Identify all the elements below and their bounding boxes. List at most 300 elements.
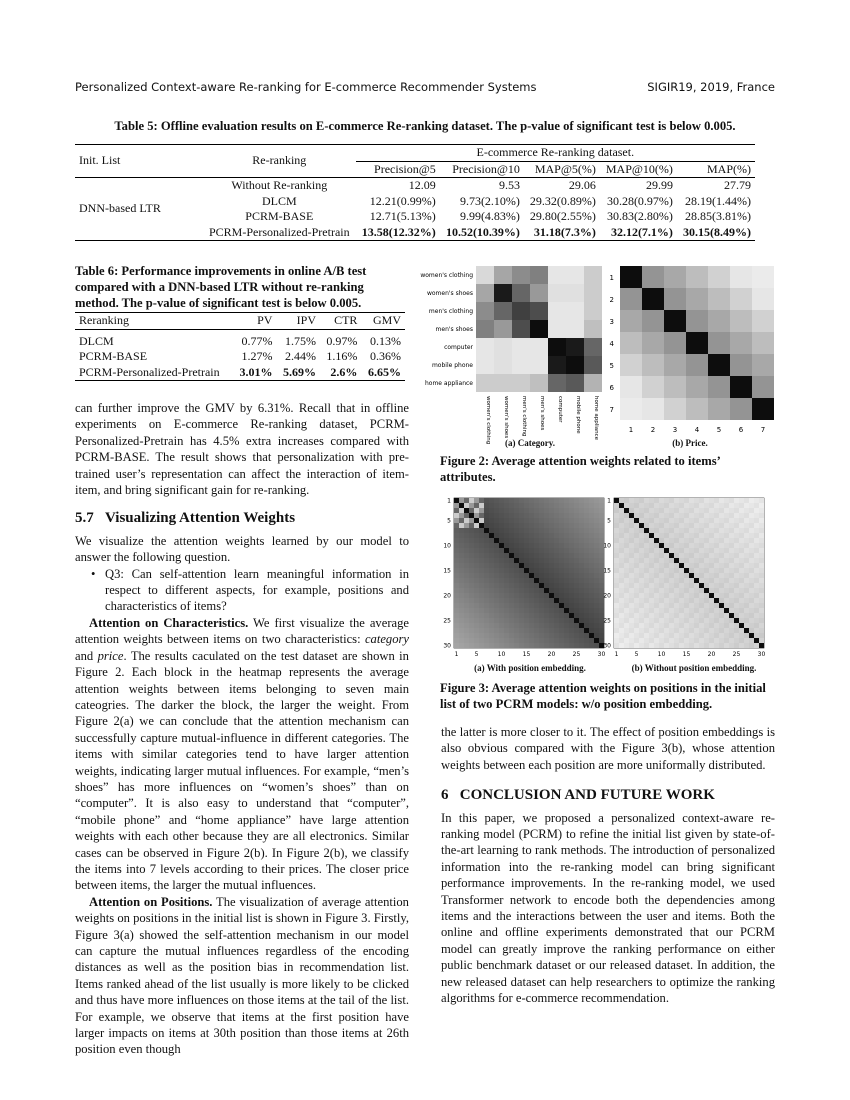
- t6-cell: 0.97%: [326, 333, 358, 348]
- heatmap-cell: [499, 608, 504, 613]
- heatmap-cell: [679, 628, 684, 633]
- heatmap-cell: [729, 513, 734, 518]
- heatmap-cell: [734, 548, 739, 553]
- heatmap-cell: [709, 638, 714, 643]
- heatmap-cell: [629, 618, 634, 623]
- heatmap-cell: [664, 354, 686, 376]
- t5-metric: MAP@10(%): [605, 161, 673, 176]
- heatmap-cell: [644, 578, 649, 583]
- heatmap-cell: [554, 583, 559, 588]
- heatmap-cell: [559, 628, 564, 633]
- heatmap-cell: [654, 533, 659, 538]
- heatmap-cell: [619, 593, 624, 598]
- heatmap-cell: [749, 528, 754, 533]
- heatmap-cell: [639, 543, 644, 548]
- heatmap-cell: [614, 638, 619, 643]
- heatmap-cell: [539, 513, 544, 518]
- heatmap-cell: [484, 623, 489, 628]
- heatmap-cell: [579, 543, 584, 548]
- heatmap-cell: [729, 598, 734, 603]
- heatmap-cell: [639, 618, 644, 623]
- heatmap-cell: [569, 538, 574, 543]
- heatmap-cell: [619, 588, 624, 593]
- heatmap-cell: [686, 266, 708, 288]
- heatmap-cell: [694, 598, 699, 603]
- heatmap-cell: [549, 558, 554, 563]
- left-para1: can further improve the GMV by 6.31%. Recall that in offline experiments on E-commerce Re-ranking dataset, PCRM-Personalized-Pretrain has 4.5% extra increases compared with PCRM-BASE. The result shows that personalization with pre-trained user’s representation can affect the interaction of item-item, and bring significant gain for re-ranking.: [75, 401, 409, 498]
- heatmap-cell: [534, 518, 539, 523]
- heatmap-cell: [464, 523, 469, 528]
- heatmap-cell: [509, 558, 514, 563]
- heatmap-cell: [584, 320, 602, 338]
- heatmap-cell: [689, 568, 694, 573]
- heatmap-cell: [544, 603, 549, 608]
- heatmap-cell: [589, 543, 594, 548]
- heatmap-cell: [569, 573, 574, 578]
- heatmap-cell: [694, 538, 699, 543]
- heatmap-cell: [654, 578, 659, 583]
- heatmap-cell: [724, 588, 729, 593]
- heatmap-cell: [594, 563, 599, 568]
- char-text-b: and: [75, 648, 98, 663]
- section-number: 5.7: [75, 510, 94, 527]
- t6-cell: 5.69%: [283, 364, 316, 379]
- heatmap-cell: [644, 568, 649, 573]
- heatmap-cell: [574, 558, 579, 563]
- heatmap-cell: [479, 518, 484, 523]
- heatmap-cell: [749, 563, 754, 568]
- category-col-label: home appliance: [593, 396, 599, 441]
- category-row-label: women's shoes: [426, 290, 473, 297]
- heatmap-cell: [644, 603, 649, 608]
- heatmap-cell: [454, 558, 459, 563]
- heatmap-cell: [744, 588, 749, 593]
- heatmap-cell: [594, 628, 599, 633]
- heatmap-cell: [704, 498, 709, 503]
- heatmap-cell: [724, 553, 729, 558]
- heatmap-cell: [749, 543, 754, 548]
- heatmap-cell: [479, 593, 484, 598]
- heatmap-cell: [464, 543, 469, 548]
- heatmap-cell: [544, 538, 549, 543]
- heatmap-cell: [724, 618, 729, 623]
- position-x-tick: 25: [572, 651, 581, 658]
- heatmap-cell: [579, 633, 584, 638]
- heatmap-cell: [469, 633, 474, 638]
- heatmap-cell: [459, 528, 464, 533]
- heatmap-cell: [619, 643, 624, 648]
- heatmap-cell: [519, 618, 524, 623]
- heatmap-cell: [564, 548, 569, 553]
- heatmap-cell: [534, 633, 539, 638]
- heatmap-cell: [754, 568, 759, 573]
- heatmap-cell: [639, 623, 644, 628]
- heatmap-cell: [594, 618, 599, 623]
- heatmap-cell: [524, 608, 529, 613]
- heatmap-cell: [754, 593, 759, 598]
- heatmap-cell: [709, 618, 714, 623]
- heatmap-cell: [739, 613, 744, 618]
- heatmap-cell: [699, 568, 704, 573]
- heatmap-cell: [714, 593, 719, 598]
- heatmap-cell: [584, 578, 589, 583]
- heatmap-cell: [729, 503, 734, 508]
- heatmap-cell: [469, 548, 474, 553]
- heatmap-cell: [659, 543, 664, 548]
- heatmap-cell: [749, 548, 754, 553]
- heatmap-cell: [509, 533, 514, 538]
- heatmap-cell: [474, 508, 479, 513]
- heatmap-cell: [504, 608, 509, 613]
- heatmap-cell: [739, 548, 744, 553]
- heatmap-cell: [704, 618, 709, 623]
- heatmap-cell: [509, 583, 514, 588]
- heatmap-cell: [454, 628, 459, 633]
- heatmap-cell: [624, 588, 629, 593]
- category-row-label: men's shoes: [435, 326, 473, 333]
- heatmap-cell: [559, 573, 564, 578]
- heatmap-cell: [654, 503, 659, 508]
- heatmap-cell: [644, 583, 649, 588]
- heatmap-cell: [529, 608, 534, 613]
- heatmap-cell: [464, 518, 469, 523]
- heatmap-cell: [654, 513, 659, 518]
- heatmap-cell: [544, 543, 549, 548]
- heatmap-cell: [759, 553, 764, 558]
- heatmap-cell: [494, 638, 499, 643]
- heatmap-cell: [524, 623, 529, 628]
- heatmap-cell: [614, 568, 619, 573]
- figure3-caption: Figure 3: Average attention weights on positions in the initial list of two PCRM models: w/o position embedding.: [440, 681, 766, 711]
- heatmap-cell: [659, 628, 664, 633]
- heatmap-cell: [724, 583, 729, 588]
- heatmap-cell: [689, 643, 694, 648]
- heatmap-cell: [594, 553, 599, 558]
- heatmap-cell: [589, 573, 594, 578]
- heatmap-cell: [484, 573, 489, 578]
- heatmap-cell: [459, 633, 464, 638]
- t5-metric: Precision@5: [374, 161, 436, 176]
- heatmap-cell: [649, 498, 654, 503]
- heatmap-cell: [454, 498, 459, 503]
- heatmap-cell: [649, 548, 654, 553]
- heatmap-cell: [759, 618, 764, 623]
- heatmap-cell: [639, 573, 644, 578]
- heatmap-cell: [639, 588, 644, 593]
- heatmap-cell: [594, 523, 599, 528]
- heatmap-cell: [694, 633, 699, 638]
- heatmap-cell: [714, 508, 719, 513]
- heatmap-cell: [714, 623, 719, 628]
- heatmap-cell: [629, 548, 634, 553]
- heatmap-cell: [569, 558, 574, 563]
- heatmap-cell: [674, 608, 679, 613]
- heatmap-cell: [594, 638, 599, 643]
- heatmap-cell: [599, 523, 604, 528]
- heatmap-cell: [669, 563, 674, 568]
- heatmap-cell: [659, 553, 664, 558]
- heatmap-cell: [484, 543, 489, 548]
- heatmap-cell: [464, 553, 469, 558]
- left-column: [75, 400, 409, 1058]
- heatmap-cell: [759, 563, 764, 568]
- heatmap-cell: [724, 573, 729, 578]
- heatmap-cell: [584, 266, 602, 284]
- heatmap-cell: [489, 548, 494, 553]
- heatmap-cell: [689, 598, 694, 603]
- heatmap-cell: [564, 508, 569, 513]
- heatmap-cell: [754, 608, 759, 613]
- heatmap-cell: [752, 310, 774, 332]
- heatmap-cell: [579, 578, 584, 583]
- heatmap-cell: [679, 563, 684, 568]
- heatmap-cell: [694, 528, 699, 533]
- category-col-label: women's shoes: [503, 396, 509, 439]
- heatmap-cell: [689, 578, 694, 583]
- heatmap-cell: [614, 513, 619, 518]
- heatmap-cell: [479, 598, 484, 603]
- heatmap-cell: [709, 583, 714, 588]
- heatmap-cell: [669, 513, 674, 518]
- heatmap-cell: [719, 583, 724, 588]
- heatmap-cell: [689, 543, 694, 548]
- heatmap-cell: [684, 518, 689, 523]
- heatmap-cell: [574, 573, 579, 578]
- heatmap-cell: [664, 543, 669, 548]
- position-y-tick: 10: [603, 542, 611, 550]
- heatmap-cell: [709, 538, 714, 543]
- heatmap-cell: [584, 543, 589, 548]
- heatmap-cell: [519, 598, 524, 603]
- heatmap-cell: [679, 548, 684, 553]
- heatmap-cell: [614, 543, 619, 548]
- heatmap-cell: [669, 613, 674, 618]
- heatmap-cell: [509, 598, 514, 603]
- heatmap-cell: [544, 593, 549, 598]
- t5-col-rerank: Re-ranking: [252, 153, 307, 168]
- heatmap-cell: [634, 518, 639, 523]
- heatmap-cell: [699, 593, 704, 598]
- heatmap-cell: [459, 558, 464, 563]
- heatmap-cell: [719, 608, 724, 613]
- heatmap-cell: [474, 498, 479, 503]
- heatmap-cell: [514, 618, 519, 623]
- heatmap-cell: [734, 513, 739, 518]
- heatmap-cell: [639, 533, 644, 538]
- heatmap-cell: [469, 573, 474, 578]
- heatmap-cell: [524, 638, 529, 643]
- heatmap-cell: [529, 638, 534, 643]
- heatmap-cell: [479, 528, 484, 533]
- heatmap-cell: [719, 563, 724, 568]
- heatmap-cell: [699, 633, 704, 638]
- position-y-tick: 20: [603, 592, 611, 600]
- heatmap-cell: [474, 588, 479, 593]
- heatmap-cell: [669, 628, 674, 633]
- heatmap-cell: [539, 538, 544, 543]
- heatmap-cell: [509, 638, 514, 643]
- heatmap-cell: [644, 548, 649, 553]
- heatmap-cell: [686, 354, 708, 376]
- heatmap-cell: [499, 503, 504, 508]
- heatmap-cell: [669, 573, 674, 578]
- heatmap-cell: [664, 498, 669, 503]
- heatmap-cell: [709, 503, 714, 508]
- heatmap-cell: [634, 603, 639, 608]
- heatmap-cell: [664, 332, 686, 354]
- heatmap-cell: [684, 643, 689, 648]
- heatmap-cell: [654, 593, 659, 598]
- heatmap-cell: [479, 508, 484, 513]
- heatmap-cell: [659, 523, 664, 528]
- heatmap-cell: [634, 638, 639, 643]
- heatmap-cell: [624, 508, 629, 513]
- heatmap-cell: [530, 356, 548, 374]
- heatmap-cell: [494, 583, 499, 588]
- heatmap-cell: [514, 523, 519, 528]
- t5-row-name: Without Re-ranking: [231, 178, 328, 192]
- heatmap-cell: [584, 583, 589, 588]
- heatmap-cell: [684, 613, 689, 618]
- heatmap-cell: [664, 376, 686, 398]
- heatmap-cell: [464, 633, 469, 638]
- heatmap-cell: [634, 618, 639, 623]
- heatmap-cell: [689, 503, 694, 508]
- position-x-tick: 1: [454, 651, 459, 658]
- heatmap-cell: [584, 528, 589, 533]
- heatmap-cell: [454, 528, 459, 533]
- heatmap-cell: [524, 633, 529, 638]
- heatmap-cell: [644, 513, 649, 518]
- heatmap-cell: [599, 608, 604, 613]
- heatmap-cell: [530, 266, 548, 284]
- heatmap-cell: [699, 523, 704, 528]
- right-para2: In this paper, we proposed a personalized context-aware re-ranking model (PCRM) to refine the initial list given by state-of-the-art learning to rank methods. The introduction of personalized information into the re-ranking model can bring significant performance improvements. In the re-ranking model, we used Transformer network to encode both the dependencies among items and the interactions between the user and items. Both the online and offline experiments demonstrated that our PCRM model can greatly improve the ranking performance on either public benchmark dataset or our released dataset. In addition, the new released dataset can help researchers to optimize the ranking algorithms for e-commerce recommendation.: [441, 810, 775, 1006]
- heatmap-cell: [624, 583, 629, 588]
- heatmap-cell: [509, 608, 514, 613]
- heatmap-cell: [674, 633, 679, 638]
- heatmap-cell: [679, 508, 684, 513]
- heatmap-cell: [744, 608, 749, 613]
- heatmap-cell: [749, 593, 754, 598]
- heatmap-cell: [454, 548, 459, 553]
- heatmap-cell: [494, 588, 499, 593]
- heatmap-cell: [489, 528, 494, 533]
- heatmap-cell: [714, 548, 719, 553]
- heatmap-cell: [684, 578, 689, 583]
- heatmap-cell: [709, 558, 714, 563]
- heatmap-cell: [564, 583, 569, 588]
- table6-caption: Table 6: Performance improvements in online A/B test compared with a DNN-based LTR without re-ranking method. The p-value of significant test is below 0.005.: [75, 264, 367, 310]
- heatmap-cell: [694, 563, 699, 568]
- heatmap-cell: [704, 588, 709, 593]
- heatmap-cell: [634, 643, 639, 648]
- heatmap-cell: [719, 643, 724, 648]
- heatmap-cell: [494, 608, 499, 613]
- heatmap-cell: [589, 503, 594, 508]
- heatmap-cell: [579, 573, 584, 578]
- heatmap-cell: [679, 573, 684, 578]
- heatmap-cell: [749, 578, 754, 583]
- heatmap-cell: [708, 310, 730, 332]
- heatmap-cell: [589, 623, 594, 628]
- heatmap-cell: [514, 588, 519, 593]
- heatmap-cell: [594, 513, 599, 518]
- heatmap-cell: [754, 543, 759, 548]
- heatmap-cell: [579, 558, 584, 563]
- heatmap-cell: [744, 633, 749, 638]
- heatmap-cell: [539, 573, 544, 578]
- heatmap-cell: [524, 513, 529, 518]
- heatmap-cell: [579, 623, 584, 628]
- heatmap-cell: [708, 398, 730, 420]
- heatmap-cell: [739, 603, 744, 608]
- heatmap-cell: [674, 548, 679, 553]
- heatmap-cell: [559, 578, 564, 583]
- heatmap-cell: [484, 633, 489, 638]
- heatmap-cell: [524, 618, 529, 623]
- heatmap-cell: [679, 523, 684, 528]
- heatmap-cell: [719, 523, 724, 528]
- heatmap-cell: [499, 638, 504, 643]
- heatmap-cell: [519, 523, 524, 528]
- heatmap-cell: [489, 613, 494, 618]
- heatmap-cell: [739, 528, 744, 533]
- heatmap-cell: [469, 603, 474, 608]
- t5-cell: 27.79: [724, 178, 751, 192]
- heatmap-cell: [594, 568, 599, 573]
- heatmap-cell: [484, 608, 489, 613]
- heatmap-cell: [620, 354, 642, 376]
- heatmap-cell: [624, 533, 629, 538]
- heatmap-cell: [529, 573, 534, 578]
- heatmap-cell: [669, 548, 674, 553]
- heatmap-cell: [544, 533, 549, 538]
- heatmap-cell: [569, 643, 574, 648]
- heatmap-cell: [579, 603, 584, 608]
- t5-cell: 9.99(4.83%): [459, 209, 520, 223]
- heatmap-cell: [714, 503, 719, 508]
- heatmap-cell: [729, 523, 734, 528]
- heatmap-cell: [759, 623, 764, 628]
- heatmap-cell: [524, 593, 529, 598]
- heatmap-cell: [474, 568, 479, 573]
- heatmap-cell: [474, 598, 479, 603]
- heatmap-cell: [614, 578, 619, 583]
- heatmap-cell: [459, 533, 464, 538]
- heatmap-cell: [729, 498, 734, 503]
- heatmap-cell: [539, 498, 544, 503]
- heatmap-cell: [474, 623, 479, 628]
- section-6-heading: [441, 787, 775, 803]
- heatmap-cell: [684, 603, 689, 608]
- t5-cell: 28.85(3.81%): [685, 209, 751, 223]
- heatmap-cell: [649, 613, 654, 618]
- heatmap-cell: [759, 503, 764, 508]
- heatmap-cell: [739, 578, 744, 583]
- heatmap-cell: [649, 588, 654, 593]
- heatmap-cell: [649, 623, 654, 628]
- heatmap-cell: [574, 538, 579, 543]
- heatmap-cell: [649, 598, 654, 603]
- heatmap-cell: [589, 508, 594, 513]
- heatmap-cell: [584, 523, 589, 528]
- heatmap-cell: [566, 302, 584, 320]
- char-paragraph: [75, 615, 409, 894]
- heatmap-cell: [584, 374, 602, 392]
- heatmap-cell: [544, 558, 549, 563]
- heatmap-cell: [699, 618, 704, 623]
